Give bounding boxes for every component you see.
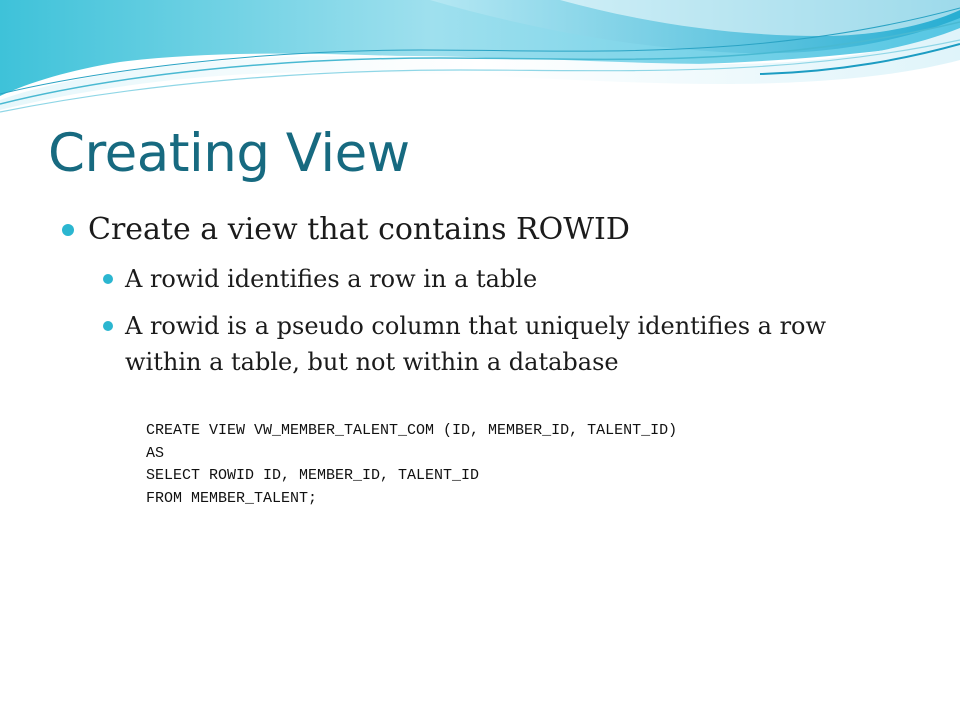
sub-bullet-text: A rowid identifies a row in a table <box>125 265 538 293</box>
code-line: SELECT ROWID ID, MEMBER_ID, TALENT_ID <box>146 467 480 484</box>
bullet-create-view <box>62 210 948 250</box>
bullet-dot-icon <box>62 224 74 236</box>
code-line: CREATE VIEW VW_MEMBER_TALENT_COM (ID, MEMBER_ID, TALENT_ID) <box>146 422 678 439</box>
sub-bullet-dot-icon <box>103 274 113 284</box>
slide-title: Creating View <box>48 123 410 184</box>
code-line: FROM MEMBER_TALENT; <box>146 489 318 507</box>
sub-bullet-rowid-identifies <box>100 261 905 297</box>
sub-bullet-pseudo-column <box>100 308 905 380</box>
header-wave-decoration <box>0 0 960 130</box>
bullet-text: Create a view that contains ROWID <box>88 212 630 247</box>
sub-bullet-dot-icon <box>103 321 113 331</box>
sub-bullet-text: A rowid is a pseudo column that uniquely identifies a row within a table, but not within a database <box>125 312 827 376</box>
code-line: AS <box>146 444 165 462</box>
sql-code-block <box>146 420 677 510</box>
